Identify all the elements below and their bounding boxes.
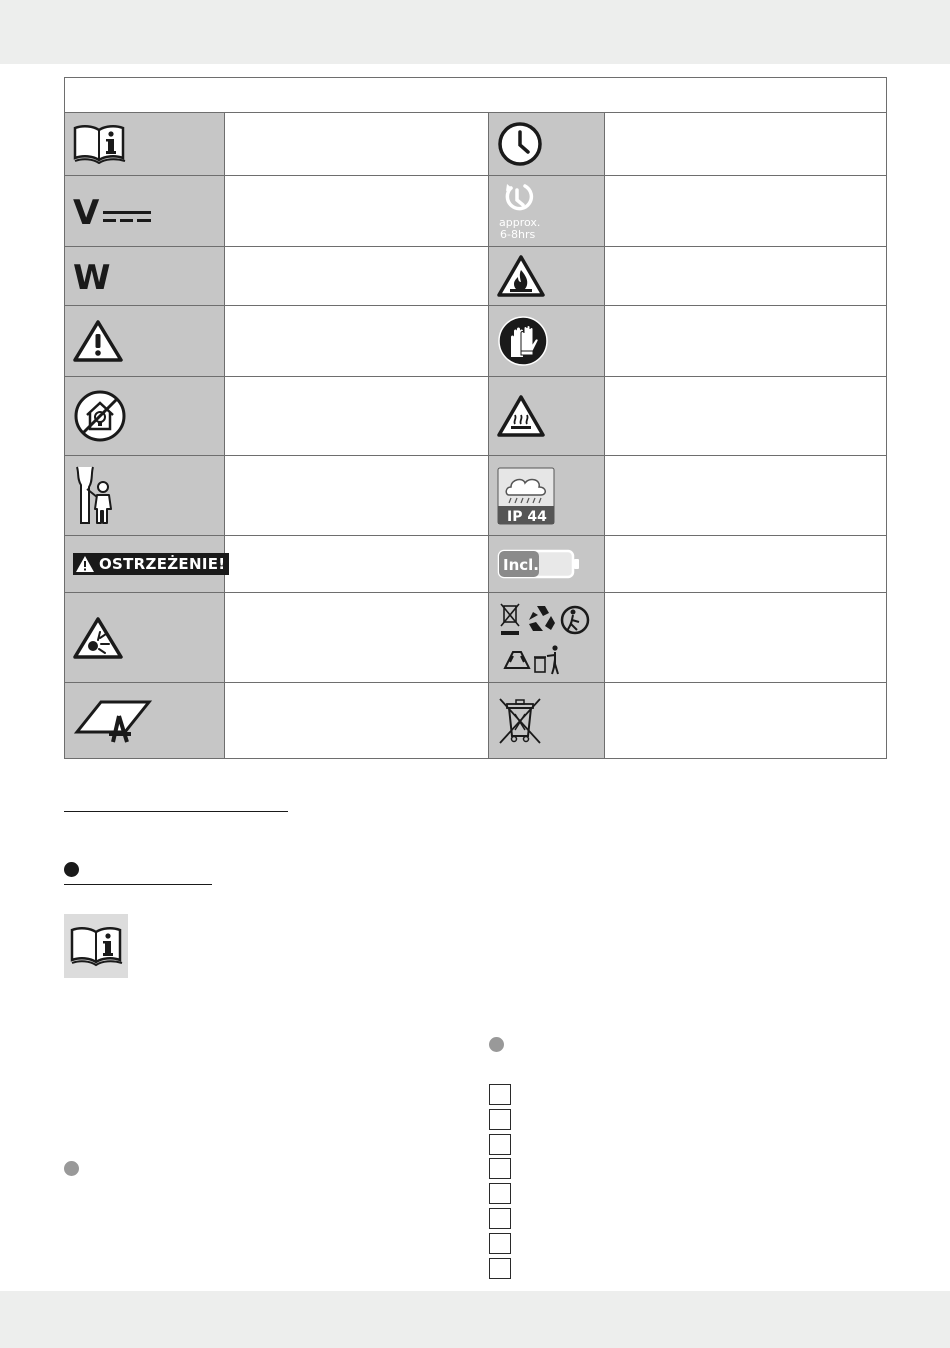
icon-cell	[65, 377, 225, 456]
description-cell	[605, 113, 887, 176]
read-manual-icon-box	[64, 914, 128, 978]
description-cell	[225, 593, 489, 683]
subsection-title-underline	[64, 884, 212, 885]
icon-cell	[489, 176, 605, 247]
footer-band	[0, 1291, 950, 1348]
watt-icon	[73, 259, 119, 293]
manual-info-icon	[73, 124, 127, 164]
general-warning-icon	[73, 319, 123, 363]
icon-cell	[489, 247, 605, 306]
description-cell	[605, 456, 887, 536]
part-number-box	[489, 1208, 511, 1229]
warning-label-icon	[73, 553, 229, 575]
part-number-box	[489, 1183, 511, 1204]
ip-rating-label: IP 44	[507, 508, 547, 525]
description-cell	[225, 536, 489, 593]
icon-cell	[489, 306, 605, 377]
flammable-warning-icon	[497, 254, 545, 298]
recycling-symbols-icon	[497, 600, 593, 676]
wear-gloves-icon	[497, 315, 549, 367]
not-indoor-use-icon	[73, 389, 127, 443]
battery-included-icon	[497, 549, 581, 579]
solar-panel-icon	[73, 698, 153, 744]
child-safety-icon	[73, 465, 119, 527]
description-cell	[605, 593, 887, 683]
warning-triangle-icon	[75, 555, 95, 573]
watt-symbol: W	[73, 259, 111, 293]
icon-cell	[489, 593, 605, 683]
description-cell	[225, 176, 489, 247]
icon-cell	[489, 377, 605, 456]
description-cell	[225, 306, 489, 377]
description-cell	[605, 683, 887, 759]
description-cell	[225, 113, 489, 176]
part-number-box	[489, 1158, 511, 1179]
description-cell	[225, 247, 489, 306]
description-cell	[605, 306, 887, 377]
part-number-box	[489, 1134, 511, 1155]
icon-cell	[65, 456, 225, 536]
volt-symbol: V	[73, 193, 100, 229]
icon-cell	[489, 456, 605, 536]
weee-bin-icon	[497, 696, 543, 746]
description-cell	[225, 377, 489, 456]
hot-surface-warning-icon	[497, 394, 545, 438]
icon-cell	[489, 683, 605, 759]
battery-text: Incl.	[503, 556, 539, 574]
description-cell	[225, 683, 489, 759]
timer-icon	[497, 180, 547, 242]
section-bullet-grey	[64, 1161, 79, 1176]
part-number-box	[489, 1233, 511, 1254]
parts-section-bullet	[489, 1037, 504, 1052]
icon-cell	[65, 683, 225, 759]
section-title-underline	[64, 811, 288, 812]
volt-dc-icon	[73, 193, 153, 229]
part-number-box	[489, 1258, 511, 1279]
header-band	[0, 0, 950, 64]
clock-icon	[497, 121, 543, 167]
description-cell	[225, 456, 489, 536]
description-cell	[605, 176, 887, 247]
manual-info-icon	[64, 914, 128, 978]
icon-cell	[65, 593, 225, 683]
description-cell	[605, 247, 887, 306]
timer-approx-label: approx.	[499, 216, 541, 229]
timer-hours-label: 6-8hrs	[500, 228, 536, 241]
ip44-rain-icon	[497, 467, 555, 525]
icon-cell	[489, 113, 605, 176]
description-cell	[605, 377, 887, 456]
part-number-box	[489, 1084, 511, 1105]
part-number-box	[489, 1109, 511, 1130]
icon-cell	[65, 113, 225, 176]
icon-cell	[65, 536, 225, 593]
icon-cell	[489, 536, 605, 593]
symbol-legend-table	[64, 77, 887, 759]
warning-word-label: OSTRZEŻENIE!	[99, 555, 226, 573]
legend-header-cell	[65, 78, 887, 113]
icon-cell	[65, 176, 225, 247]
icon-cell	[65, 247, 225, 306]
icon-cell	[65, 306, 225, 377]
section-bullet	[64, 862, 79, 877]
explosion-warning-icon	[73, 616, 123, 660]
description-cell	[605, 536, 887, 593]
